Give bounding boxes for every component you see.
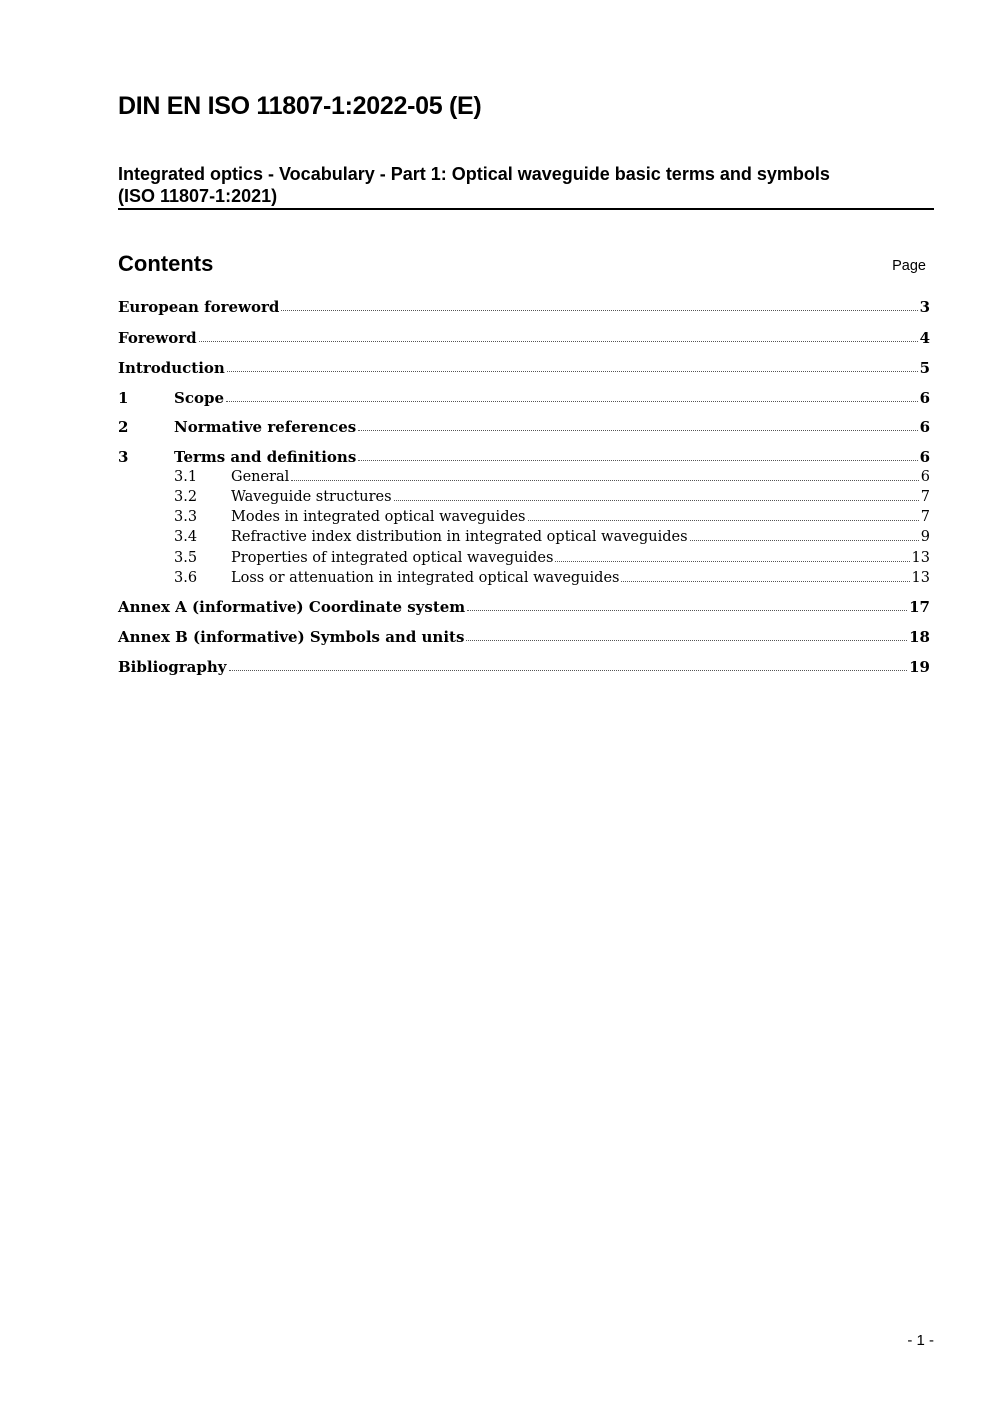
toc-entry-properties[interactable] bbox=[118, 548, 930, 568]
toc-entry-general[interactable] bbox=[118, 467, 930, 487]
toc-entry-number: 3.3 bbox=[174, 509, 198, 525]
toc-entry-number: 3.5 bbox=[174, 550, 198, 566]
toc-entry-number: 3.6 bbox=[174, 570, 198, 586]
toc-entry-number: 3.4 bbox=[174, 529, 198, 545]
toc-entry-page: 3 bbox=[919, 298, 930, 316]
toc-entry-annex-b[interactable] bbox=[118, 627, 930, 647]
toc-leader bbox=[528, 519, 919, 521]
toc-entry-title: European foreword bbox=[118, 298, 280, 316]
toc-entry-modes[interactable] bbox=[118, 507, 930, 527]
toc-leader bbox=[394, 499, 919, 501]
contents-heading: Contents bbox=[118, 251, 214, 276]
toc-entry-number: 2 bbox=[118, 418, 129, 436]
toc-entry-page: 7 bbox=[920, 509, 930, 525]
toc-entry-refractive-index[interactable] bbox=[118, 527, 930, 547]
toc-entry-loss-attenuation[interactable] bbox=[118, 568, 930, 588]
toc-entry-european-foreword[interactable] bbox=[118, 297, 930, 317]
toc-entry-title: General bbox=[231, 469, 290, 485]
toc-entry-bibliography[interactable] bbox=[118, 657, 930, 677]
toc-entry-title: Bibliography bbox=[118, 658, 227, 676]
toc-entry-page: 6 bbox=[920, 469, 930, 485]
toc-leader bbox=[199, 340, 918, 342]
document-subtitle bbox=[118, 163, 934, 210]
subtitle-line-1: Integrated optics - Vocabulary - Part 1: Optical waveguide basic terms and symbols bbox=[118, 164, 830, 184]
toc-entry-title: Normative references bbox=[174, 418, 357, 436]
toc-entry-page: 13 bbox=[911, 570, 930, 586]
toc-entry-page: 18 bbox=[909, 628, 930, 646]
subtitle-line-2: (ISO 11807-1:2021) bbox=[118, 186, 278, 206]
toc-entry-page: 4 bbox=[919, 329, 930, 347]
toc-entry-title: Modes in integrated optical waveguides bbox=[231, 509, 526, 525]
toc-entry-title: Introduction bbox=[118, 359, 225, 377]
toc-entry-annex-a[interactable] bbox=[118, 597, 930, 617]
toc-entry-foreword[interactable] bbox=[118, 328, 930, 348]
toc-leader bbox=[281, 309, 917, 311]
toc-entry-number: 3.2 bbox=[174, 489, 198, 505]
toc-entry-page: 6 bbox=[919, 418, 930, 436]
toc-entry-title: Terms and definitions bbox=[174, 448, 357, 466]
toc-entry-title: Refractive index distribution in integrated optical waveguides bbox=[231, 529, 688, 545]
toc-entry-number: 3.1 bbox=[174, 469, 198, 485]
page-number: - 1 - bbox=[907, 1332, 934, 1349]
toc-entry-page: 6 bbox=[919, 389, 930, 407]
toc-entry-page: 19 bbox=[909, 658, 930, 676]
toc-leader bbox=[227, 370, 918, 372]
toc-entry-normative-references[interactable] bbox=[118, 417, 930, 437]
toc-leader bbox=[466, 639, 907, 641]
toc-entry-title: Waveguide structures bbox=[231, 489, 392, 505]
document-title: DIN EN ISO 11807-1:2022-05 (E) bbox=[118, 92, 482, 120]
toc-leader bbox=[467, 609, 907, 611]
toc-leader bbox=[226, 400, 918, 402]
toc-leader bbox=[291, 479, 918, 481]
toc-entry-title: Annex A (informative) Coordinate system bbox=[118, 598, 466, 616]
toc-entry-page: 13 bbox=[911, 550, 930, 566]
toc-entry-scope[interactable] bbox=[118, 388, 930, 408]
toc-entry-title: Foreword bbox=[118, 329, 197, 347]
page-column-label: Page bbox=[892, 258, 926, 274]
toc-entry-page: 17 bbox=[909, 598, 930, 616]
toc-leader bbox=[555, 560, 909, 562]
toc-leader bbox=[358, 429, 917, 431]
toc-entry-page: 5 bbox=[919, 359, 930, 377]
toc-leader bbox=[358, 459, 917, 461]
toc-entry-introduction[interactable] bbox=[118, 358, 930, 378]
toc-entry-title: Properties of integrated optical waveguides bbox=[231, 550, 554, 566]
toc-entry-terms-and-definitions[interactable] bbox=[118, 447, 930, 467]
toc-entry-page: 7 bbox=[920, 489, 930, 505]
toc-leader bbox=[229, 669, 908, 671]
toc-entry-title: Scope bbox=[174, 389, 225, 407]
toc-leader bbox=[690, 539, 919, 541]
toc-entry-page: 6 bbox=[919, 448, 930, 466]
toc-entry-number: 1 bbox=[118, 389, 129, 407]
toc-entry-number: 3 bbox=[118, 448, 129, 466]
toc-entry-title: Annex B (informative) Symbols and units bbox=[118, 628, 465, 646]
toc-entry-page: 9 bbox=[920, 529, 930, 545]
toc-entry-title: Loss or attenuation in integrated optical waveguides bbox=[231, 570, 620, 586]
toc-entry-waveguide-structures[interactable] bbox=[118, 487, 930, 507]
toc-leader bbox=[621, 580, 909, 582]
